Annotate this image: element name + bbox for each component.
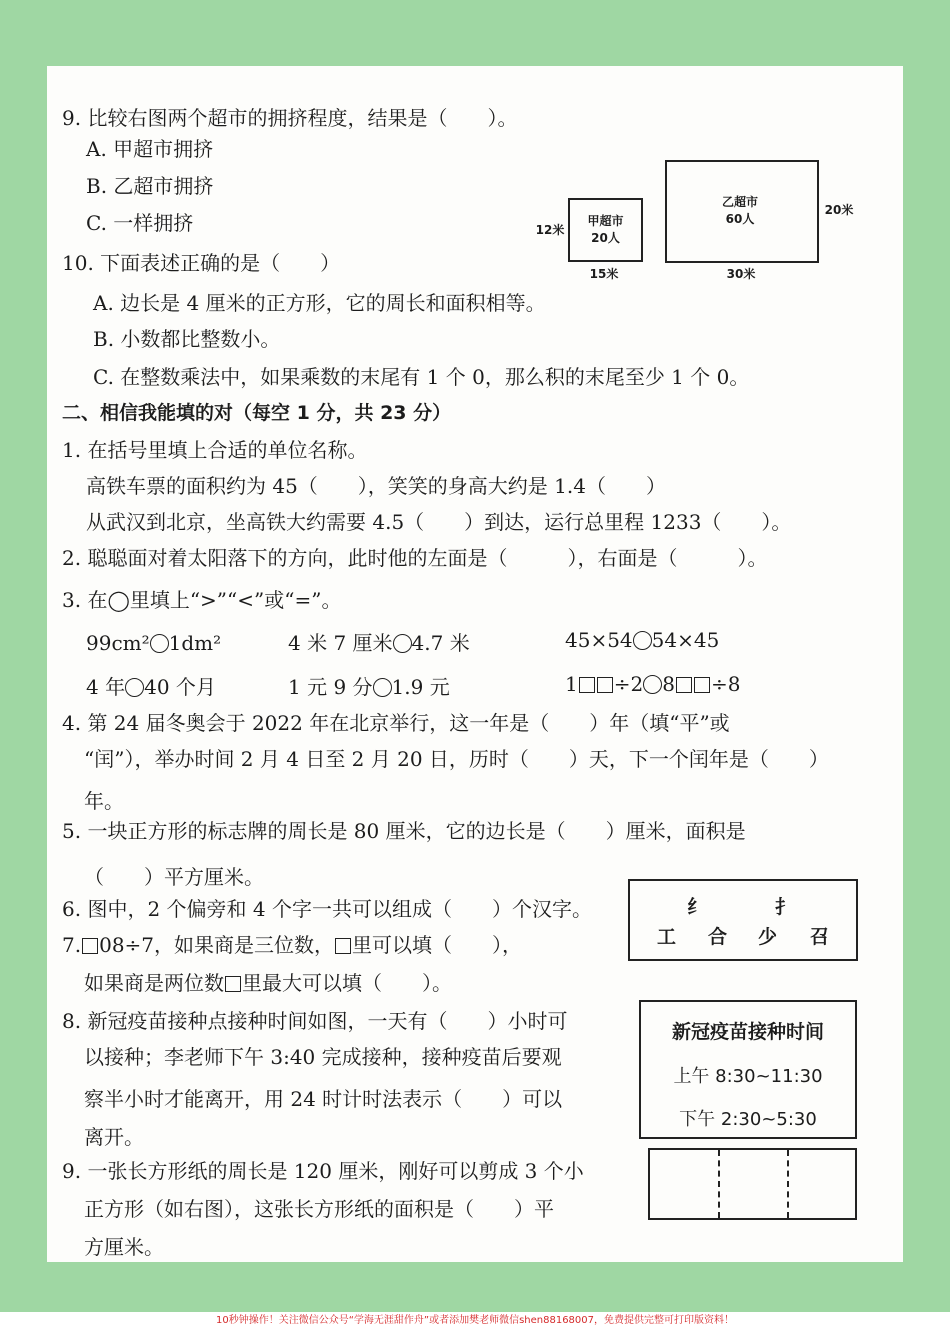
f3-item-b <box>288 630 470 656</box>
f3-d-left: 4 年 <box>86 675 126 699</box>
f1-line2: 从武汉到北京，坐高铁大约需要 4.5（ ）到达，运行总里程 1233（ ）。 <box>86 510 792 534</box>
f7-line1 <box>62 932 522 958</box>
q10-question: 10. 下面表述正确的是（ ） <box>62 251 341 275</box>
market-jia-height: 12米 <box>535 223 565 237</box>
f3-g-digit2: 8 <box>662 672 675 696</box>
char-he: 合 <box>708 926 728 948</box>
f3-e-right: 1.9 元 <box>391 675 450 699</box>
blank-square[interactable] <box>676 677 692 693</box>
f9-line3: 方厘米。 <box>84 1235 164 1259</box>
char-gong: 工 <box>657 926 677 948</box>
market-yi-people: 60人 <box>725 212 755 226</box>
vaccine-title: 新冠疫苗接种时间 <box>671 1021 824 1043</box>
fold-line <box>787 1150 789 1218</box>
radical-si: 纟 <box>687 896 707 918</box>
f7-number: 7. <box>62 933 82 957</box>
market-yi-width: 30米 <box>726 267 756 281</box>
f3-b-left: 4 米 7 厘米 <box>288 631 393 655</box>
compare-circle[interactable] <box>393 634 412 653</box>
f7-line1-text: 08÷7，如果商是三位数， <box>99 933 335 957</box>
f3-item-a <box>86 630 221 656</box>
market-jia-label: 甲超市 <box>587 214 624 228</box>
q9-question: 9. 比较右图两个超市的拥挤程度，结果是（ ）。 <box>62 106 518 130</box>
market-jia-people: 20人 <box>591 231 620 245</box>
f4-line2: “闰”），举办时间 2 月 4 日至 2 月 20 日，历时（ ）天，下一个闰年是（ ） <box>84 747 829 771</box>
f3-d-right: 40 个月 <box>144 675 216 699</box>
f3-b-right: 4.7 米 <box>411 631 470 655</box>
char-shao: 少 <box>758 926 778 948</box>
f3-item-c <box>565 627 719 653</box>
section2-title: 二、相信我能填的对（每空 1 分，共 23 分） <box>62 402 452 424</box>
market-jia-width: 15米 <box>589 267 619 281</box>
market-jia-rect <box>568 198 643 262</box>
f8-line2: 以接种；李老师下午 3:40 完成接种，接种疫苗后要观 <box>84 1045 562 1069</box>
compare-circle[interactable] <box>150 634 169 653</box>
f3-item-d <box>86 674 216 700</box>
q9-option-b: B. 乙超市拥挤 <box>86 174 214 198</box>
f5-line1: 5. 一块正方形的标志牌的周长是 80 厘米，它的边长是（ ）厘米，面积是 <box>62 819 746 843</box>
fold-line <box>718 1150 720 1218</box>
f1-line1: 高铁车票的面积约为 45（ ），笑笑的身高大约是 1.4（ ） <box>86 474 666 498</box>
vaccine-am: 上午 8:30~11:30 <box>673 1066 823 1087</box>
q9-option-c: C. 一样拥挤 <box>86 211 194 235</box>
f6-question: 6. 图中，2 个偏旁和 4 个字一共可以组成（ ）个汉字。 <box>62 897 592 921</box>
f3-g-digit: 1 <box>565 672 578 696</box>
f3-e-left: 1 元 9 分 <box>288 675 373 699</box>
f5-line2: （ ）平方厘米。 <box>84 865 264 889</box>
paper-strip-rect <box>648 1148 857 1220</box>
f7-line2-text: 如果商是两位数 <box>84 971 224 995</box>
blank-square[interactable] <box>597 677 613 693</box>
blank-square[interactable] <box>335 938 351 954</box>
f3-c-left: 45×54 <box>565 628 633 652</box>
market-yi-height: 20米 <box>824 203 854 217</box>
footer-notice: 10秒钟操作！关注微信公众号“学海无涯甜作舟”或者添加樊老师微信shen88168007，免费提供完整可打印版资料！ <box>0 1312 950 1330</box>
f3-question: 3. 在◯里填上“>”“<”或“=”。 <box>62 588 342 612</box>
f4-line1: 4. 第 24 届冬奥会于 2022 年在北京举行，这一年是（ ）年（填“平”或 <box>62 711 730 735</box>
f8-line3: 察半小时才能离开，用 24 时计时法表示（ ）可以 <box>84 1087 563 1111</box>
blank-square[interactable] <box>225 976 241 992</box>
q10-option-c: C. 在整数乘法中，如果乘数的末尾有 1 个 0，那么积的末尾至少 1 个 0。 <box>93 365 750 389</box>
q10-option-b: B. 小数都比整数小。 <box>93 327 281 351</box>
f3-c-right: 54×45 <box>651 628 720 652</box>
f9-line2: 正方形（如右图），这张长方形纸的面积是（ ）平 <box>84 1197 554 1221</box>
radical-shou: 扌 <box>775 896 795 918</box>
compare-circle[interactable] <box>125 678 144 697</box>
f9-line1: 9. 一张长方形纸的周长是 120 厘米，刚好可以剪成 3 个小 <box>62 1159 584 1183</box>
blank-square[interactable] <box>579 677 595 693</box>
blank-square[interactable] <box>82 938 98 954</box>
f7-line2 <box>84 970 452 996</box>
f8-line4: 离开。 <box>84 1125 144 1149</box>
q9-option-a: A. 甲超市拥挤 <box>86 137 214 161</box>
market-yi-label: 乙超市 <box>721 195 758 209</box>
vaccine-pm: 下午 2:30~5:30 <box>679 1109 817 1130</box>
compare-circle[interactable] <box>643 675 662 694</box>
blank-square[interactable] <box>694 677 710 693</box>
f3-a-right: 1dm² <box>168 631 222 655</box>
f3-g-div: ÷2 <box>613 672 644 696</box>
f7-line1-text2: 里可以填（ ）， <box>352 933 523 957</box>
compare-circle[interactable] <box>633 631 652 650</box>
q10-option-a: A. 边长是 4 厘米的正方形，它的周长和面积相等。 <box>93 291 546 315</box>
f1-question: 1. 在括号里填上合适的单位名称。 <box>62 438 368 462</box>
f3-a-left: 99cm² <box>86 631 150 655</box>
f4-line3: 年。 <box>84 789 124 813</box>
char-zhao: 召 <box>810 926 830 948</box>
f3-item-g <box>565 671 740 697</box>
f3-item-e <box>288 674 450 700</box>
f3-g-div2: ÷8 <box>710 672 741 696</box>
f7-line2-text2: 里最大可以填（ ）。 <box>242 971 452 995</box>
compare-circle[interactable] <box>373 678 392 697</box>
f8-line1: 8. 新冠疫苗接种点接种时间如图，一天有（ ）小时可 <box>62 1009 568 1033</box>
f2-question: 2. 聪聪面对着太阳落下的方向，此时他的左面是（ ），右面是（ ）。 <box>62 546 768 570</box>
